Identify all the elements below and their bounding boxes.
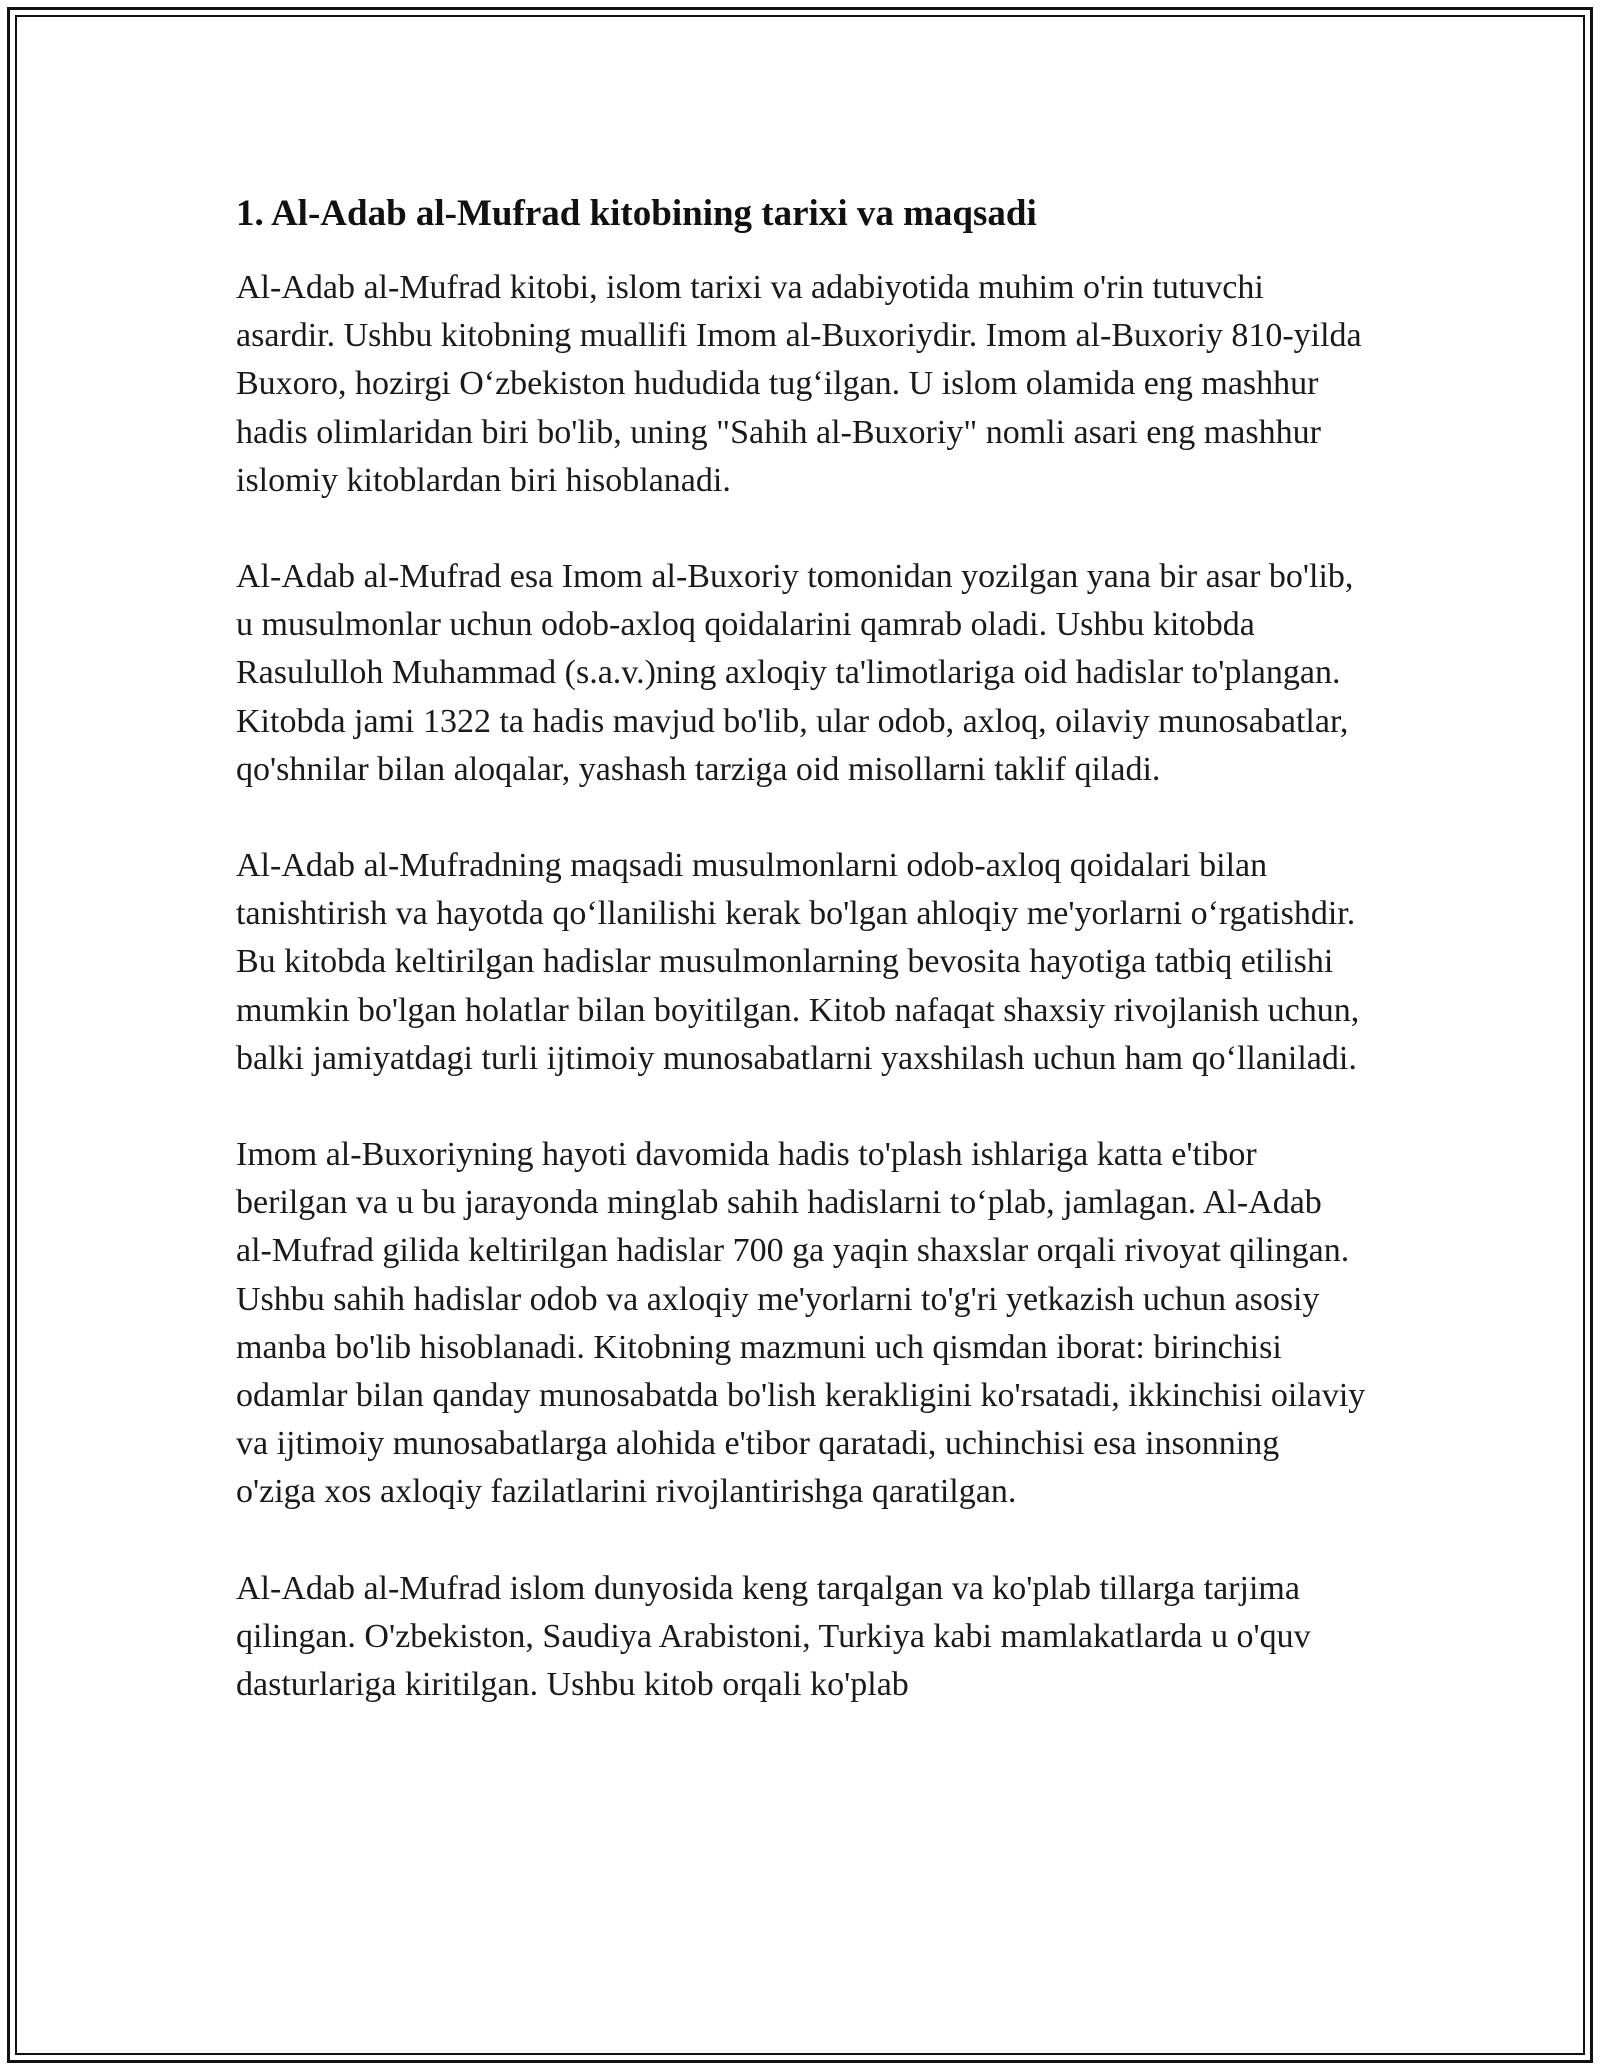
document-body xyxy=(236,186,1366,1757)
paragraph-2: Al-Adab al-Mufrad esa Imom al-Buxoriy tomonidan yozilgan yana bir asar bo'lib, u musulmonlar uchun odob-axloq qoidalarini qamrab oladi. Ushbu kitobda Rasululloh Muhammad (s.a.v.)ning axloqiy ta'limotlariga oid hadislar to'plangan. Kitobda jami 1322 ta hadis mavjud bo'lib, ular odob, axloq, oilaviy munosabatlar, qo'shnilar bilan aloqalar, yashash tarziga oid misollarni taklif qiladi. xyxy=(236,558,1354,788)
paragraph-1: Al-Adab al-Mufrad kitobi, islom tarixi va adabiyotida muhim o'rin tutuvchi asardir. Ushbu kitobning muallifi Imom al-Buxoriydir. Imom al-Buxoriy 810-yilda Buxoro, hozirgi O‘zbekiston hududida tug‘ilgan. U islom olamida eng mashhur hadis olimlaridan biri bo'lib, uning "Sahih al-Buxoriy" nomli asari eng mashhur islomiy kitoblardan biri hisoblanadi. xyxy=(236,269,1362,499)
paragraph-5: Al-Adab al-Mufrad islom dunyosida keng tarqalgan va ko'plab tillarga tarjima qilingan. O'zbekiston, Saudiya Arabistoni, Turkiya kabi mamlakatlarda u o'quv dasturlariga kiritilgan. Ushbu kitob orqali ko'plab xyxy=(236,1569,1311,1704)
paragraph-4: Imom al-Buxoriyning hayoti davomida hadis to'plash ishlariga katta e'tibor berilgan va u bu jarayonda minglab sahih hadislarni to‘plab, jamlagan. Al-Adab al-Mufrad gilida keltirilgan hadislar 700 ga yaqin shaxslar orqali rivoyat qilingan. Ushbu sahih hadislar odob va axloqiy me'yorlarni to'g'ri yetkazish uchun asosiy manba bo'lib hisoblanadi. Kitobning mazmuni uch qismdan iborat: birinchisi odamlar bilan qanday munosabatda bo'lish kerakligini ko'rsatadi, ikkinchisi oilaviy va ijtimoiy munosabatlarga alohida e'tibor qaratadi, uchinchisi esa insonning o'ziga xos axloqiy fazilatlarini rivojlantirishga qaratilgan. xyxy=(236,1136,1366,1511)
section-heading: 1. Al-Adab al-Mufrad kitobining tarixi va maqsadi xyxy=(236,193,1037,234)
paragraph-3: Al-Adab al-Mufradning maqsadi musulmonlarni odob-axloq qoidalari bilan tanishtirish va hayotda qo‘llanilishi kerak bo'lgan ahloqiy me'yorlarni o‘rgatishdir. Bu kitobda keltirilgan hadislar musulmonlarning bevosita hayotiga tatbiq etilishi mumkin bo'lgan holatlar bilan boyitilgan. Kitob nafaqat shaxsiy rivojlanish uchun, balki jamiyatdagi turli ijtimoiy munosabatlarni yaxshilash uchun ham qo‘llaniladi. xyxy=(236,847,1360,1077)
